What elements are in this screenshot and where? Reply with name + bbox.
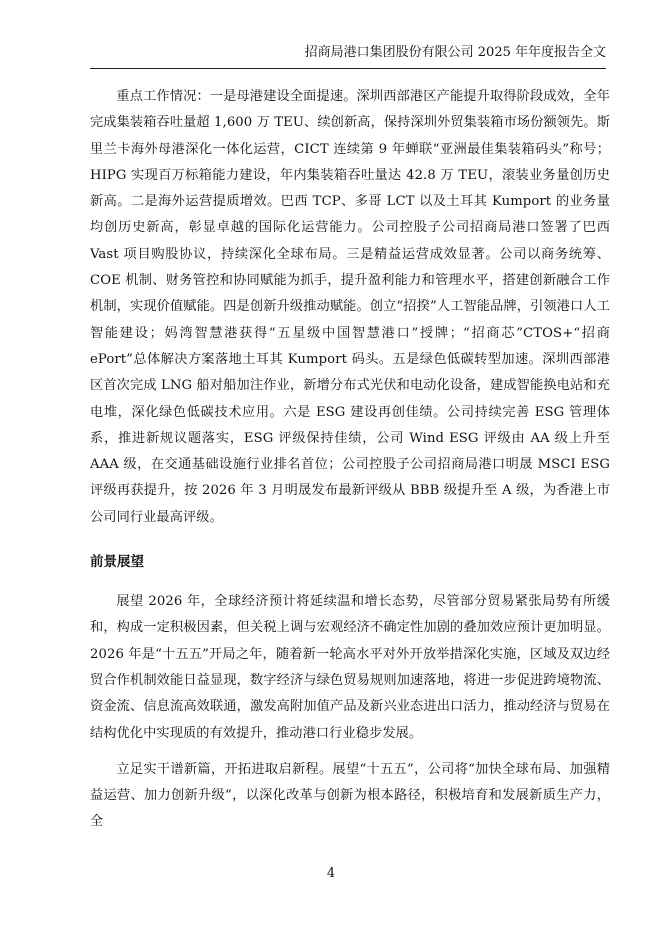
document-body: [90, 84, 610, 836]
outlook-paragraph-1: 展望 2026 年，全球经济预计将延续温和增长态势，尽管部分贸易紧张局势有所缓和，构成一定积极因素，但关税上调与宏观经济不确定性加剧的叠加效应预计更加明显。2026 年是“十五五”开局之年，随着新一轮高水平对外开放举措深化实施，区域及双边经贸合作机制效能日益显现，数字经济与绿色贸易规则加速落地，将进一步促进跨境物流、资金流、信息流高效联通，激发高附加值产品及新兴业态进出口活力，推动经济与贸易在结构优化中实现质的有效提升，推动港口行业稳步发展。: [90, 594, 610, 741]
page-number: 4: [326, 866, 336, 881]
report-title: 招商局港口集团股份有限公司 2025 年年度报告全文: [304, 45, 606, 60]
outlook-heading: 前景展望: [90, 554, 144, 571]
outlook-paragraph-2: 立足实干谱新篇，开拓进取启新程。展望“十五五”，公司将“加快全球布局、加强精益运营、加力创新升级”，以深化改革与创新为根本路径，积极培育和发展新质生产力，全: [90, 761, 610, 830]
key-work-paragraph: 重点工作情况：一是母港建设全面提速。深圳西部港区产能提升取得阶段成效，全年完成集装箱吞吐量超 1,600 万 TEU、续创新高，保持深圳外贸集装箱市场份额领先。斯里兰卡海外母港深化一体化运营，CICT 连续第 9 年蝉联“亚洲最佳集装箱码头”称号；HIPG 实现百万标箱能力建设，年内集装箱吞吐量达 42.8 万 TEU，滚装业务量创历史新高。二是海外运营提质增效。巴西 TCP、多哥 LCT 以及土耳其 Kumport 的业务量均创历史新高，彰显卓越的国际化运营能力。公司控股子公司招商局港口签署了巴西 Vast 项目购股协议，持续深化全球布局。三是精益运营成效显著。公司以商务统筹、COE 机制、财务管控和协同赋能为抓手，提升盈利能力和管理水平，搭建创新融合工作机制，实现价值赋能。四是创新升级推动赋能。创立“招揆”人工智能品牌，引领港口人工智能建设；妈湾智慧港获得“五星级中国智慧港口”授牌；“招商芯”CTOS+“招商 ePort”总体解决方案落地土耳其 Kumport 码头。五是绿色低碳转型加速。深圳西部港区首次完成 LNG 船对船加注作业，新增分布式光伏和电动化设备，建成智能换电站和充电堆，深化绿色低碳技术应用。六是 ESG 建设再创佳绩。公司持续完善 ESG 管理体系，推进新规议题落实，ESG 评级保持佳绩，公司 Wind ESG 评级由 AA 级上升至 AAA 级，在交通基础设施行业排名首位；公司控股子公司招商局港口明晟 MSCI ESG 评级再获提升，按 2026 年 3 月明晟发布最新评级从 BBB 级提升至 A 级，为香港上市公司同行业最高评级。: [90, 89, 610, 525]
page-header: [90, 38, 606, 69]
